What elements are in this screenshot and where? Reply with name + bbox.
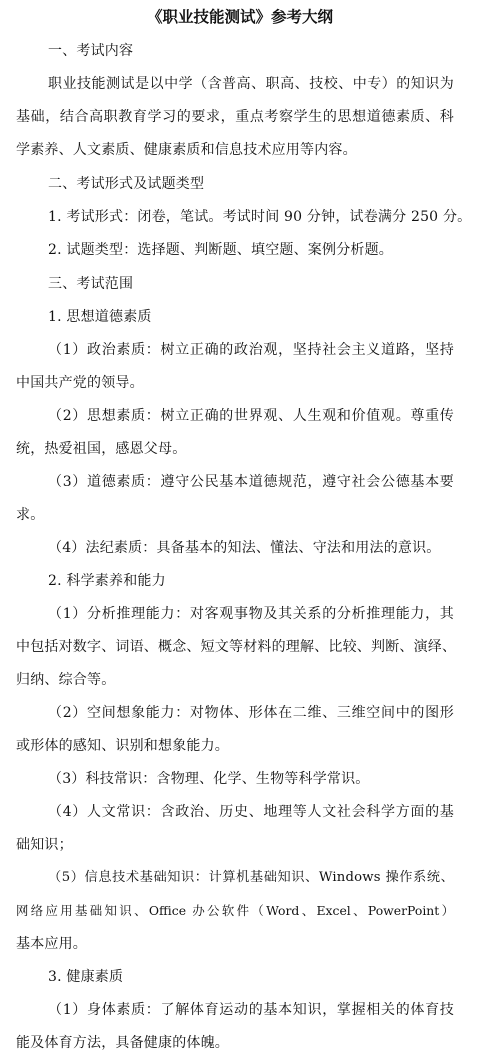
list-item: （3）道德素质：遵守公民基本道德规范，遵守社会公德基本要 (48, 474, 454, 490)
list-item: 求。 (16, 507, 45, 523)
subsection-heading: 1. 思想道德素质 (48, 309, 152, 325)
subsection-heading: 3. 健康素质 (48, 969, 124, 985)
paragraph-line: 职业技能测试是以中学（含普高、职高、技校、中专）的知识为 (48, 76, 454, 92)
subsection-heading: 2. 科学素养和能力 (48, 573, 166, 589)
list-item: 或形体的感知、识别和想象能力。 (16, 738, 229, 754)
section-heading: 三、考试范围 (48, 276, 134, 292)
list-item: 基本应用。 (16, 936, 87, 952)
list-item: 1. 考试形式：闭卷，笔试。考试时间 90 分钟，试卷满分 250 分。 (48, 209, 472, 225)
list-item: 中国共产党的领导。 (16, 375, 144, 391)
list-item: （5）信息技术基础知识：计算机基础知识、Windows 操作系统、 (48, 870, 454, 885)
list-item: 中包括对数字、词语、概念、短文等材料的理解、比较、判断、演绎、 (16, 639, 457, 655)
list-item: 统，热爱祖国，感恩父母。 (16, 441, 187, 457)
list-item: （4）人文常识：含政治、历史、地理等人文社会科学方面的基 (48, 804, 454, 820)
section-heading: 一、考试内容 (48, 43, 134, 59)
list-item: 能及体育方法，具备健康的体魄。 (16, 1035, 229, 1051)
list-item: （2）空间想象能力：对物体、形体在二维、三维空间中的图形 (48, 705, 454, 721)
list-item: 网络应用基础知识、Office 办公软件（Word、Excel、PowerPoint） (16, 903, 454, 918)
section-heading: 二、考试形式及试题类型 (48, 176, 205, 192)
list-item: （4）法纪素质：具备基本的知法、懂法、守法和用法的意识。 (48, 540, 441, 556)
list-item: （1）政治素质：树立正确的政治观，坚持社会主义道路，坚持 (48, 342, 454, 358)
list-item: 归纳、综合等。 (16, 672, 116, 688)
paragraph-line: 学素养、人文素质、健康素质和信息技术应用等内容。 (16, 142, 357, 158)
list-item: （3）科技常识：含物理、化学、生物等科学常识。 (48, 771, 370, 787)
document-title: 《职业技能测试》参考大纲 (146, 7, 333, 26)
list-item: 2. 试题类型：选择题、判断题、填空题、案例分析题。 (48, 242, 394, 258)
list-item: （1）分析推理能力：对客观事物及其关系的分析推理能力，其 (48, 606, 454, 622)
paragraph-line: 基础，结合高职教育学习的要求，重点考察学生的思想道德素质、科 (16, 109, 454, 125)
list-item: （2）思想素质：树立正确的世界观、人生观和价值观。尊重传 (48, 408, 454, 424)
list-item: （1）身体素质：了解体育运动的基本知识，掌握相关的体育技 (48, 1002, 454, 1018)
list-item: 础知识； (16, 837, 73, 853)
